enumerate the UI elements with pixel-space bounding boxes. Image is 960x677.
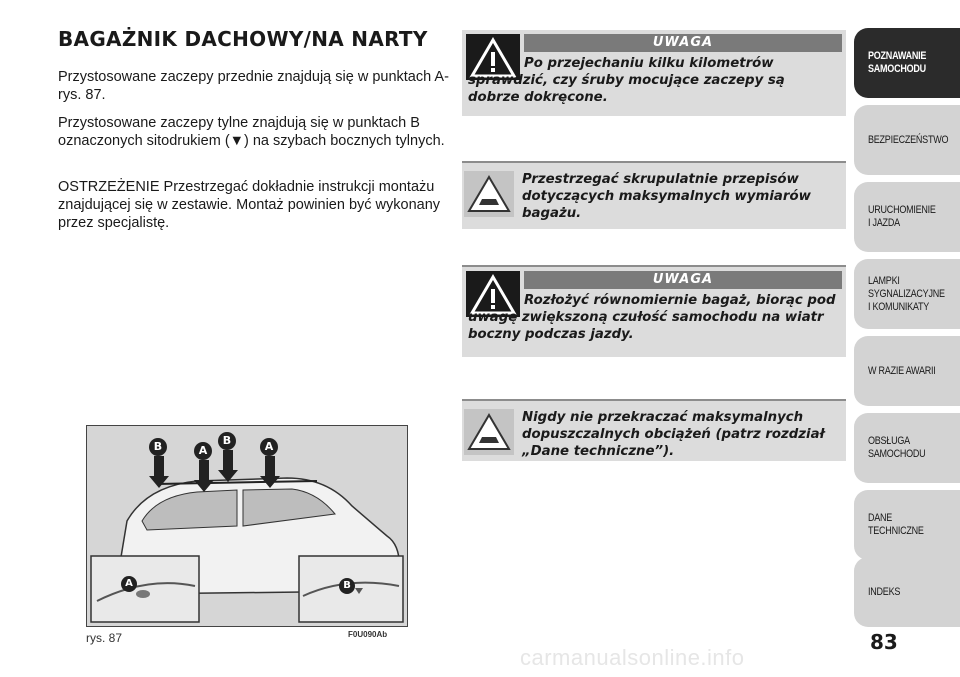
note-text: Po przejechaniu kilku kilometrów sprawdzić, czy śruby mocujące zaczepy są dobrze dokręcone. xyxy=(468,56,785,105)
inset-marker-b: B xyxy=(339,578,355,594)
warning-header: UWAGA xyxy=(524,34,842,52)
marker-b-2: B xyxy=(218,432,236,450)
car-triangle-icon xyxy=(464,171,514,217)
note-text: Rozłożyć równomiernie bagaż, biorąc pod uwagę zwiększoną czułość samochodu na wiatr boczny podczas jazdy. xyxy=(468,293,836,342)
paragraph-front-mounts: Przystosowane zaczepy przednie znajdują się w punktach A-rys. 87. xyxy=(58,69,449,103)
chapter-sidebar xyxy=(854,28,960,628)
car-triangle-icon xyxy=(464,409,514,455)
warning-note-2 xyxy=(462,265,846,357)
marker-b-1: B xyxy=(149,438,167,456)
tab-obsluga-samochodu[interactable]: OBSŁUGA SAMOCHODU xyxy=(854,413,960,483)
environment-note-2 xyxy=(462,399,846,461)
tab-bezpieczenstwo[interactable]: BEZPIECZEŃSTWO xyxy=(854,105,960,175)
environment-note-1 xyxy=(462,161,846,229)
note-text: Przestrzegać skrupulatnie przepisów dotyczących maksymalnych wymiarów bagażu. xyxy=(522,172,811,221)
marker-a-1: A xyxy=(194,442,212,460)
tab-w-razie-awarii[interactable]: W RAZIE AWARII xyxy=(854,336,960,406)
tab-indeks[interactable]: INDEKS xyxy=(854,557,960,627)
car-illustration xyxy=(87,426,407,626)
figure-87-roof-rack xyxy=(86,425,408,627)
watermark: carmanualsonline.info xyxy=(520,645,745,670)
warning-note-1 xyxy=(462,30,846,116)
marker-a-2: A xyxy=(260,438,278,456)
note-text: Nigdy nie przekraczać maksymalnych dopuszczalnych obciążeń (patrz rozdział „Dane techniczne”). xyxy=(522,410,825,459)
inset-marker-a: A xyxy=(121,576,137,592)
warning-header: UWAGA xyxy=(524,271,842,289)
tab-uruchomienie-i-jazda[interactable]: URUCHOMIENIE I JAZDA xyxy=(854,182,960,252)
paragraph-warning: OSTRZEŻENIE Przestrzegać dokładnie instrukcji montażu znajdującej się w zestawie. Montaż powinien być wykonany przez specjalistę. xyxy=(58,179,441,231)
paragraph-rear-mounts: Przystosowane zaczepy tylne znajdują się w punktach B oznaczonych sitodrukiem (▼) na szybach bocznych tylnych. xyxy=(58,115,445,149)
tab-lampki-sygnalizacyjne[interactable]: LAMPKI SYGNALIZACYJNE I KOMUNIKATY xyxy=(854,259,960,329)
page-number: 83 xyxy=(870,630,898,654)
figure-code: F0U090Ab xyxy=(348,630,388,639)
tab-dane-techniczne[interactable]: DANE TECHNICZNE xyxy=(854,490,960,560)
tab-poznawanie-samochodu[interactable]: POZNAWANIE SAMOCHODU xyxy=(854,28,960,98)
figure-caption: rys. 87 xyxy=(86,631,123,645)
page-title: BAGAŻNIK DACHOWY/NA NARTY xyxy=(58,27,428,51)
